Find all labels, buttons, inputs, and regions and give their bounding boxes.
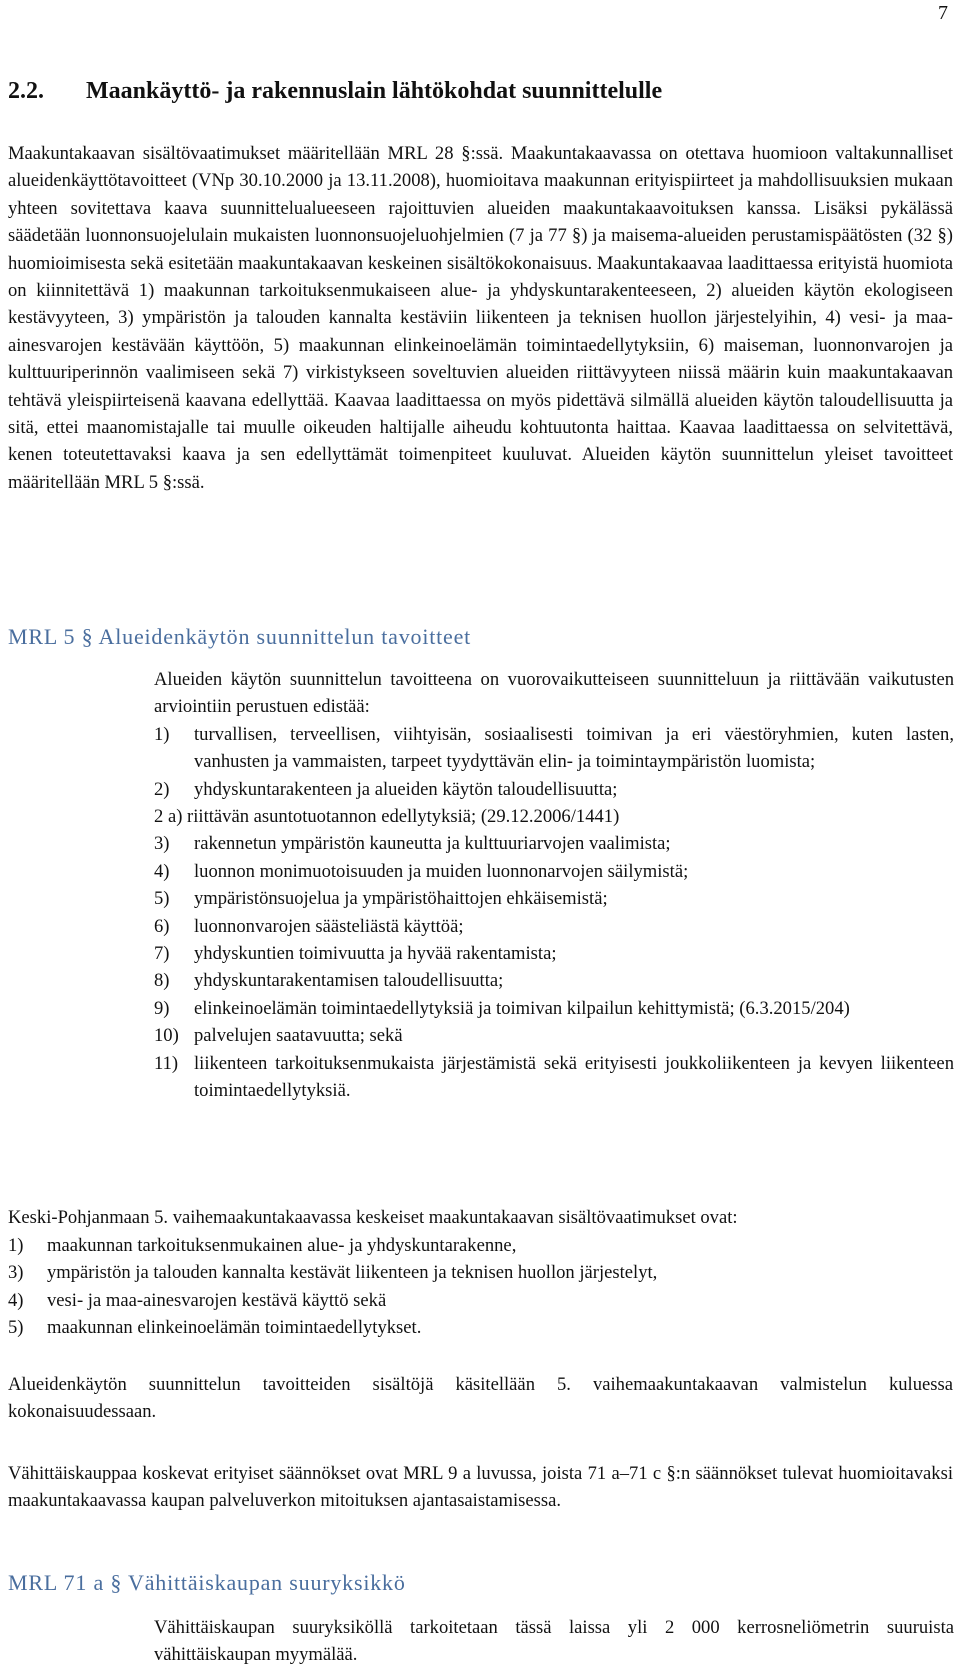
vahittaiskauppa-paragraph: Vähittäiskauppaa koskevat erityiset säännökset ovat MRL 9 a luvussa, joista 71 a–71 c §:n säännökset tulevat huomioitavaksi maakuntakaavassa kaupan palveluverkon mitoituksen ajantasaistamisessa. — [8, 1463, 953, 1512]
list-item: 9) elinkeinoelämän toimintaedellytyksiä ja toimivan kilpailun kehittymistä; (6.3.2015/204) — [154, 997, 850, 1019]
list-item: 8) yhdyskuntarakentamisen taloudellisuutta; — [154, 970, 504, 992]
list-item: 5) maakunnan elinkeinoelämän toimintaedellytykset. — [8, 1317, 422, 1339]
intro-paragraph: Maakuntakaavan sisältövaatimukset määritellään MRL 28 §:ssä. Maakuntakaavassa on otettava huomioon valtakunnalliset alueidenkäyttötavoitteet (VNp 30.10.2000 ja 13.11.2008), huomioitava maakunnan erityispiirteet ja mahdollisuuksien mukaan yhteen sovitettava kaava suunnittelualueeseen rajoittuvien alueiden maakuntakaavoituksen kanssa. Lisäksi pykälässä säädetään luonnonsuojelulain mukaisten luonnonsuojeluohjelmien (7 ja 77 §) ja maisema-alueiden perustamispäätösten (32 §) huomioimisesta sekä esitetään maakuntakaavan keskeinen sisältökokonaisuus. Maakuntakaavaa laadittaessa erityistä huomiota on kiinnitettävä 1) maakunnan tarkoituksenmukaiseen alue- ja yhdyskuntarakenteeseen, 2) alueiden käytön ekologiseen kestävyyteen, 3) ympäristön ja talouden kannalta kestäviin liikenteen ja teknisen huollon järjestelyihin, 4) vesi- ja maa-ainesvarojen kestävään käyttöön, 5) maakunnan elinkeinoelämän toimintaedellytyksiin, 6) maiseman, luonnonvarojen ja kulttuuriperinnön vaalimiseen sekä 7) virkistykseen soveltuvien alueiden riittävyyteen niissä määrin kuin maakuntakaavan tehtävä yleispiirteisenä kaavana edellyttää. Kaavaa laadittaessa on myös pidettävä silmällä alueiden käytön taloudellisuutta ja sitä, ettei maanomistajalle tai muulle oikeuden haltijalle aiheudu kohtuutonta haittaa. Kaavaa laadittaessa on selvitettävä, kenen toteutettavaksi kaava ja sen edellyttämät toimenpiteet kuuluvat. Alueiden käytön suunnittelun yleiset tavoitteet määritellään MRL 5 §:ssä. — [8, 143, 953, 493]
list-item: 11) liikenteen tarkoituksenmukaista järjestämistä sekä erityisesti joukkoliikenteen ja kevyen liikenteen toimintaedellytyksiä. — [154, 1052, 954, 1102]
list-item: 1) turvallisen, terveellisen, viihtyisän, sosiaalisesti toimivan ja eri väestöryhmien, kuten lasten, vanhusten ja vammaisten, tarpeet tyydyttävän elin- ja toimintaympäristön luomista; — [154, 723, 954, 773]
list-item: 7) yhdyskuntien toimivuutta ja hyvää rakentamista; — [154, 943, 557, 965]
list-item: 3) ympäristön ja talouden kannalta kestävät liikenteen ja teknisen huollon järjestelyt, — [8, 1262, 658, 1284]
list-item: 5) ympäristönsuojelua ja ympäristöhaittojen ehkäisemistä; — [154, 888, 608, 910]
list-item: 6) luonnonvarojen säästeliästä käyttöä; — [154, 915, 464, 937]
list-item: 4) vesi- ja maa-ainesvarojen kestävä käyttö sekä — [8, 1289, 387, 1311]
mrl71a-text: Vähittäiskaupan suuryksiköllä tarkoitetaan tässä laissa yli 2 000 kerrosneliömetrin suuruista vähittäiskaupan myymälää. — [154, 1617, 954, 1666]
list-item: 10) palvelujen saatavuutta; sekä — [154, 1025, 403, 1047]
section-number: 2.2. — [8, 78, 44, 104]
alueidenkaytto-paragraph: Alueidenkäytön suunnittelun tavoitteiden sisältöjä käsitellään 5. vaihemaakuntakaavan valmistelun kuluessa kokonaisuudessaan. — [8, 1374, 953, 1423]
page-number: 7 — [938, 2, 948, 24]
mrl5-intro: Alueiden käytön suunnittelun tavoitteena on vuorovaikutteiseen suunnitteluun ja riittävään vaikutusten arviointiin perustuen edistää: — [154, 669, 954, 718]
mrl71a-heading: MRL 71 a § Vähittäiskaupan suuryksikkö — [8, 1570, 406, 1595]
kp-intro: Keski-Pohjanmaan 5. vaihemaakuntakaavassa keskeiset maakuntakaavan sisältövaatimukset ovat: — [8, 1207, 738, 1228]
list-item: 3) rakennetun ympäristön kauneutta ja kulttuuriarvojen vaalimista; — [154, 833, 671, 855]
list-item: 2 a) riittävän asuntotuotannon edellytyksiä; (29.12.2006/1441) — [154, 806, 620, 828]
mrl5-list — [154, 721, 954, 1105]
list-item: 4) luonnon monimuotoisuuden ja muiden luonnonarvojen säilymistä; — [154, 860, 689, 882]
mrl5-quote — [154, 666, 954, 1105]
section-heading — [8, 78, 662, 105]
section-title: Maankäyttö- ja rakennuslain lähtökohdat suunnittelulle — [86, 78, 663, 104]
list-item: 1) maakunnan tarkoituksenmukainen alue- ja yhdyskuntarakenne, — [8, 1235, 517, 1256]
mrl5-heading: MRL 5 § Alueidenkäytön suunnittelun tavoitteet — [8, 624, 472, 649]
mrl71a-quote — [154, 1614, 954, 1669]
kp-list — [8, 1232, 953, 1342]
list-item: 2) yhdyskuntarakenteen ja alueiden käytön taloudellisuutta; — [154, 778, 618, 800]
